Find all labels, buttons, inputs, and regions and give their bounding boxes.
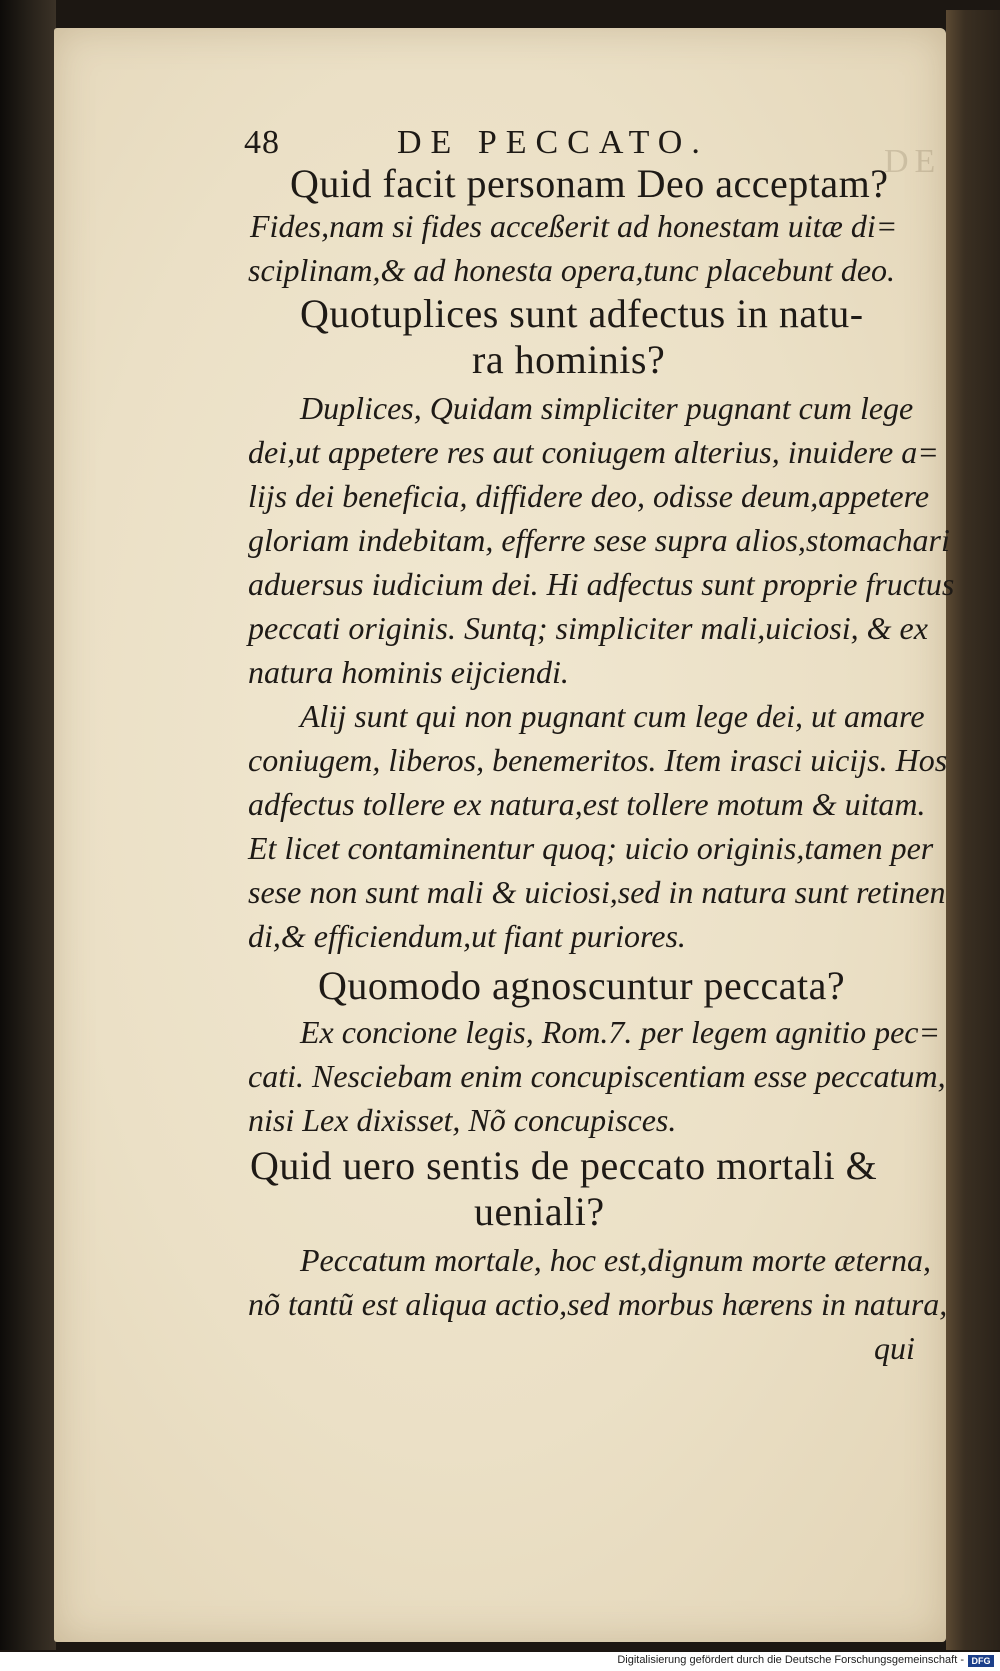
text-line: natura hominis eijciendi. bbox=[248, 654, 569, 690]
catchword: qui bbox=[874, 1330, 915, 1366]
text-line: Et licet contaminentur quoq; uicio originis,tamen per bbox=[248, 830, 934, 866]
next-page-edge bbox=[946, 10, 1000, 1650]
question-heading: Quotuplices sunt adfectus in natu- bbox=[300, 291, 864, 336]
text-line: nisi Lex dixisset, Nõ concupisces. bbox=[248, 1102, 677, 1138]
page-number: 48 bbox=[244, 124, 280, 161]
dfg-logo: DFG bbox=[968, 1655, 994, 1667]
text-line: gloriam indebitam, efferre sese supra alios,stomachari bbox=[248, 522, 950, 558]
text-line: sese non sunt mali & uiciosi,sed in natura sunt retinen bbox=[248, 874, 946, 910]
text-line: sciplinam,& ad honesta opera,tunc placebunt deo. bbox=[248, 252, 896, 288]
book-page bbox=[54, 28, 955, 1642]
text-line: Duplices, Quidam simpliciter pugnant cum lege bbox=[300, 390, 914, 426]
text-line: lijs dei beneficia, diffidere deo, odisse deum,appetere bbox=[248, 478, 930, 514]
text-line: Peccatum mortale, hoc est,dignum morte æterna, bbox=[300, 1242, 931, 1278]
text-line: Fides,nam si fides acceßerit ad honestam uitæ di= bbox=[250, 208, 898, 244]
bleed-through-text: DE bbox=[884, 143, 942, 180]
page-text-block bbox=[54, 28, 955, 1642]
text-line: Ex concione legis, Rom.7. per legem agnitio pec= bbox=[300, 1014, 941, 1050]
text-line: cati. Nesciebam enim concupiscentiam esse peccatum, bbox=[248, 1058, 946, 1094]
text-line: Alij sunt qui non pugnant cum lege dei, ut amare bbox=[300, 698, 925, 734]
question-heading: Quid facit personam Deo acceptam? bbox=[290, 161, 889, 206]
funding-credit: Digitalisierung gefördert durch die Deutsche Forschungsgemeinschaft - bbox=[617, 1654, 964, 1666]
question-heading: ra hominis? bbox=[472, 337, 666, 382]
text-line: aduersus iudicium dei. Hi adfectus sunt proprie fructus bbox=[248, 566, 955, 602]
running-title: DE PECCATO. bbox=[397, 124, 709, 161]
book-binding-edge bbox=[0, 0, 56, 1650]
question-heading: ueniali? bbox=[474, 1189, 605, 1234]
text-line: peccati originis. Suntq; simpliciter mali,uiciosi, & ex bbox=[248, 610, 928, 646]
question-heading: Quomodo agnoscuntur peccata? bbox=[318, 963, 846, 1008]
text-line: dei,ut appetere res aut coniugem alterius, inuidere a= bbox=[248, 434, 939, 470]
question-heading: Quid uero sentis de peccato mortali & bbox=[250, 1143, 878, 1188]
digitization-footer bbox=[0, 1652, 1000, 1671]
text-line: di,& efficiendum,ut fiant puriores. bbox=[248, 918, 686, 954]
text-line: nõ tantũ est aliqua actio,sed morbus hærens in natura, bbox=[248, 1286, 948, 1322]
text-line: adfectus tollere ex natura,est tollere motum & uitam. bbox=[248, 786, 926, 822]
text-line: coniugem, liberos, benemeritos. Item irasci uicijs. Hos bbox=[248, 742, 948, 778]
